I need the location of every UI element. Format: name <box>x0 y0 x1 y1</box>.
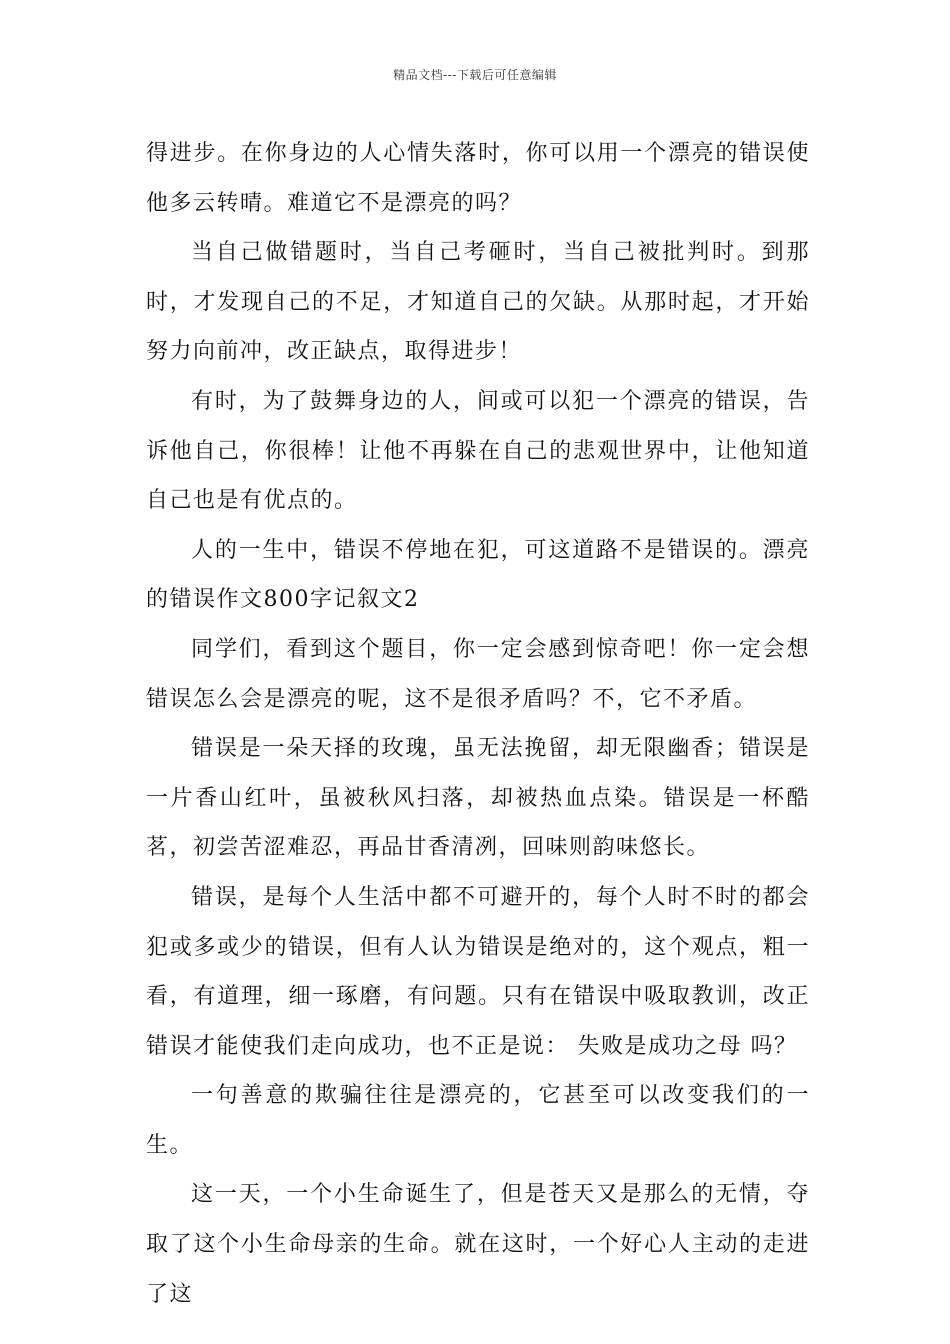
paragraph: 一句善意的欺骗往往是漂亮的，它甚至可以改变我们的一生。 <box>146 1083 810 1158</box>
paragraph: 当自己做错题时，当自己考砸时，当自己被批判时。到那时，才发现自己的不足，才知道自己的欠缺。从那时起，才开始努力向前冲，改正缺点，取得进步！ <box>146 240 810 365</box>
paragraph: 人的一生中，错误不停地在犯，可这道路不是错误的。漂亮的错误作文800字记叙文2 <box>146 537 810 613</box>
article-body <box>146 129 810 1319</box>
page-header: 精品文档---下载后可任意编辑 <box>393 68 557 82</box>
paragraph-continuation: 得进步。在你身边的人心情失落时，你可以用一个漂亮的错误使他多云转晴。难道它不是漂亮的吗？ <box>146 141 810 216</box>
paragraph: 这一天，一个小生命诞生了，但是苍天又是那么的无情，夺取了这个小生命母亲的生命。就在这时，一个好心人主动的走进了这 <box>146 1182 810 1307</box>
paragraph: 有时，为了鼓舞身边的人，间或可以犯一个漂亮的错误，告诉他自己，你很棒！让他不再躲在自己的悲观世界中，让他知道自己也是有优点的。 <box>146 388 810 514</box>
paragraph: 错误是一朵天择的玫瑰，虽无法挽留，却无限幽香；错误是一片香山红叶，虽被秋风扫落，却被热血点染。错误是一杯酷茗，初尝苦涩难忍，再品甘香清冽，回味则韵味悠长。 <box>146 736 810 861</box>
paragraph: 错误，是每个人生活中都不可避开的，每个人时不时的都会犯或多或少的错误，但有人认为错误是绝对的，这个观点，粗一看，有道理，细一琢磨，有问题。只有在错误中吸取教训，改正错误才能使我们走向成功，也不正是说： 失败是成功之母 吗？ <box>146 884 810 1059</box>
paragraph: 同学们，看到这个题目，你一定会感到惊奇吧！你一定会想错误怎么会是漂亮的呢，这不是很矛盾吗？不，它不矛盾。 <box>146 636 810 712</box>
